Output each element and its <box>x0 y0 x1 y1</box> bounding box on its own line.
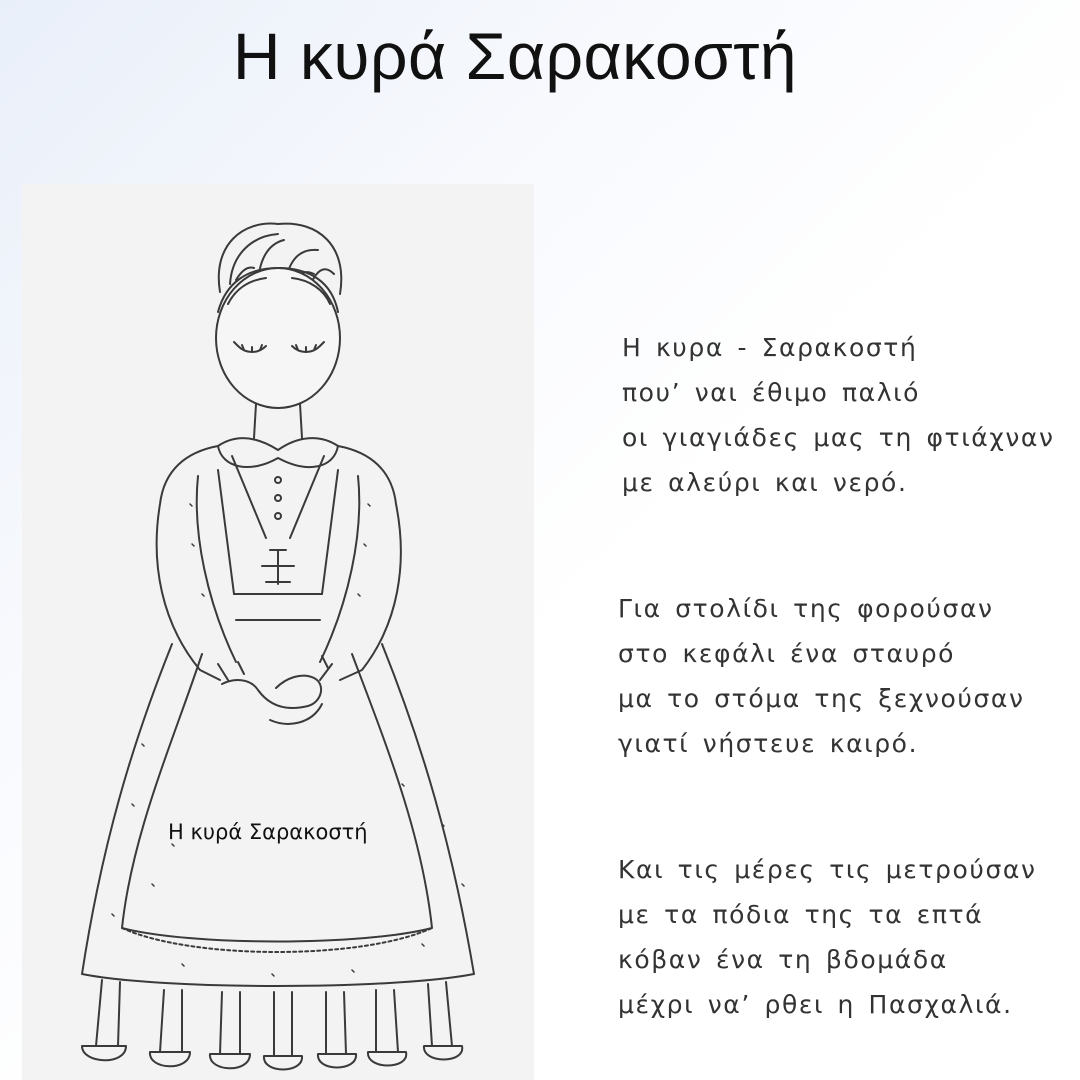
poem-line: κόβαν ένα τη βδομάδα <box>618 945 948 974</box>
poem-line: γιατί νήστευε καιρό. <box>618 729 919 758</box>
poem-line: Η κυρα - Σαρακοστή <box>622 333 918 362</box>
poem-line: με τα πόδια της τα επτά <box>618 900 984 929</box>
poem-line: που’ ναι έθιμο παλιό <box>622 378 921 407</box>
poem-line: μέχρι να’ ρθει η Πασχαλιά. <box>618 990 1013 1019</box>
kyra-sarakosti-illustration <box>22 184 534 1080</box>
kyra-sarakosti-drawing <box>22 184 534 1080</box>
figure-caption: Η κυρά Σαρακοστή <box>168 820 368 844</box>
poem-line: στο κεφάλι ένα σταυρό <box>618 639 956 668</box>
poem-line: με αλεύρι και νερό. <box>622 468 908 497</box>
poem-stanza-1 <box>622 325 1080 505</box>
poem-line: μα το στόμα της ξεχνούσαν <box>618 684 1025 713</box>
poem-line: οι γιαγιάδες μας τη φτιάχναν <box>622 423 1055 452</box>
page-title: Η κυρά Σαρακοστή <box>232 19 798 93</box>
poem-line: Και τις μέρες τις μετρούσαν <box>618 855 1037 884</box>
poem-stanza-3 <box>618 847 1080 1027</box>
poem-line: Για στολίδι της φορούσαν <box>618 594 994 623</box>
poem-stanza-2 <box>618 586 1080 766</box>
